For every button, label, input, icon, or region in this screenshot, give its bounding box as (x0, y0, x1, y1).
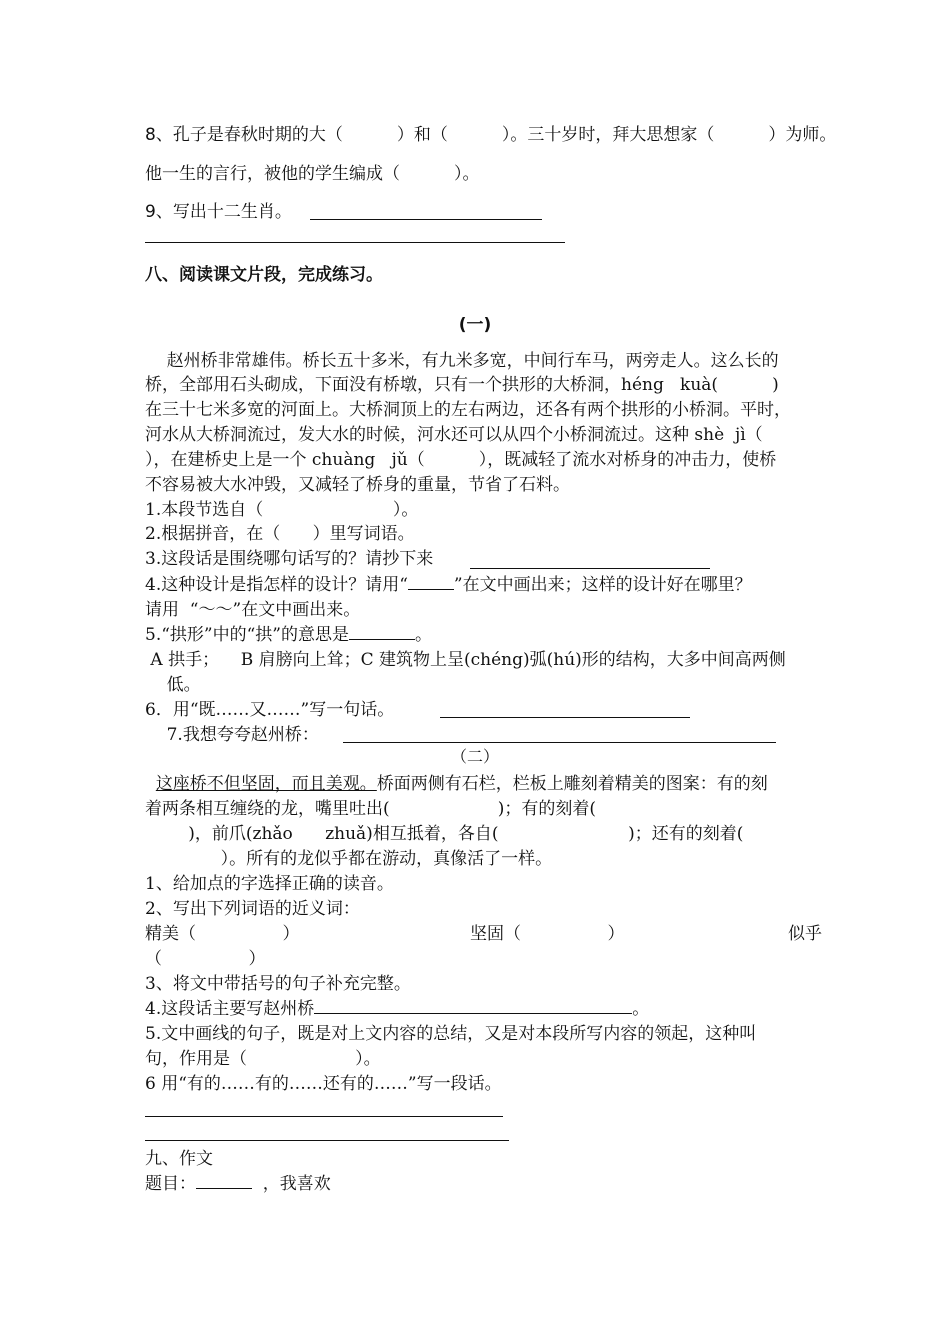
question-3: 3.这段话是围绕哪句话写的？请抄下来 (145, 549, 434, 569)
s2-question-1: 1、给加点的字选择正确的读音。 (145, 874, 394, 894)
question-4-line-1: 4.这种设计是指怎样的设计？请用“ ”在文中画出来；这样的设计好在哪里？ (145, 575, 752, 595)
composition-topic: 题目： ，我喜欢 (145, 1174, 331, 1194)
passage-1-line: 赵州桥非常雄伟。桥长五十多米，有九米多宽，中间行车马，两旁走人。这么长的 (145, 351, 779, 371)
question-9: 9、写出十二生肖。 (145, 202, 292, 222)
answer-line (440, 717, 690, 718)
synonym-item-1: 精美（ ） (145, 924, 300, 944)
passage-2-title: （二） (450, 747, 499, 766)
underline-sample (408, 575, 454, 590)
question-8-line-1: 8、孔子是春秋时期的大（ ）和（ ）。三十岁时，拜大思想家（ ）为师。 (145, 125, 837, 145)
passage-2-line-1: 这座桥不但坚固，而且美观。桥面两侧有石栏，栏板上雕刻着精美的图案：有的刻 (155, 774, 768, 794)
s2-question-3: 3、将文中带括号的句子补充完整。 (145, 974, 411, 994)
s2-question-5-line-1: 5.文中画线的句子，既是对上文内容的总结，又是对本段所写内容的领起，这种叫 (145, 1024, 757, 1044)
passage-1-line: 不容易被大水冲毁，又减轻了桥身的重量，节省了石料。 (145, 475, 570, 495)
question-5: 5.“拱形”中的“拱”的意思是 。 (145, 625, 432, 645)
passage-1-line: 桥，全部用石头砌成，下面没有桥墩，只有一个拱形的大桥洞，héng kuà( ) (145, 375, 779, 395)
section-8-heading: 八、阅读课文片段，完成练习。 (145, 265, 383, 285)
question-6: 6．用“既……又……”写一句话。 (145, 700, 395, 720)
passage-2-line: )，前爪(zhǎo zhuǎ)相互抵着，各自( )；还有的刻着( (145, 824, 744, 844)
question-2: 2.根据拼音，在（ ）里写词语。 (145, 524, 415, 544)
question-8-line-2: 他一生的言行，被他的学生编成（ ）。 (145, 164, 480, 184)
s2-question-4: 4.这段话主要写赵州桥 。 (145, 999, 650, 1019)
answer-blank (196, 1174, 252, 1189)
answer-blank (314, 999, 632, 1014)
underlined-sentence: 这座桥不但坚固，而且美观。 (155, 774, 377, 794)
passage-2-line: 着两条相互缠绕的龙，嘴里吐出( )；有的刻着( (145, 799, 596, 819)
passage-2-line: ）。所有的龙似乎都在游动，真像活了一样。 (145, 849, 553, 869)
synonym-item-2: 坚固（ ） (470, 924, 625, 944)
answer-line (145, 1116, 503, 1117)
passage-1-line: 河水从大桥洞流过，发大水的时候，河水还可以从四个小桥洞流过。这种 shè jì（ (145, 425, 763, 445)
answer-line (310, 219, 542, 220)
s2-question-5-line-2: 句，作用是（ ）。 (145, 1049, 381, 1069)
passage-1-line: ），在建桥史上是一个 chuàng jǔ（ ），既减轻了流水对桥身的冲击力，使桥 (145, 450, 777, 470)
question-5-options: A 拱手； B 肩膀向上耸；C 建筑物上呈(chéng)弧(hú)形的结构，大多中间高两侧 (145, 650, 786, 670)
passage-1-line: 在三十七米多宽的河面上。大桥洞顶上的左右两边，还各有两个拱形的小桥洞。平时， (145, 400, 791, 420)
synonym-item-3-blank: （ ） (145, 949, 266, 969)
answer-line (145, 1140, 509, 1141)
answer-blank (349, 625, 415, 640)
answer-line (470, 568, 710, 569)
answer-line (145, 242, 565, 243)
question-7: 7.我想夸夸赵州桥： (145, 725, 319, 745)
question-4-line-2: 请用 “～～”在文中画出来。 (145, 600, 361, 620)
s2-question-6: 6 用“有的……有的……还有的……”写一段话。 (145, 1074, 502, 1094)
synonym-item-3: 似乎 (788, 924, 822, 944)
answer-line (343, 742, 776, 743)
s2-question-2: 2、写出下列词语的近义词： (145, 899, 360, 919)
section-9-heading: 九、作文 (145, 1149, 213, 1169)
question-5-options-cont: 低。 (145, 675, 201, 695)
question-1: 1.本段节选自（ ）。 (145, 500, 419, 520)
passage-1-title: (一) (458, 315, 492, 335)
